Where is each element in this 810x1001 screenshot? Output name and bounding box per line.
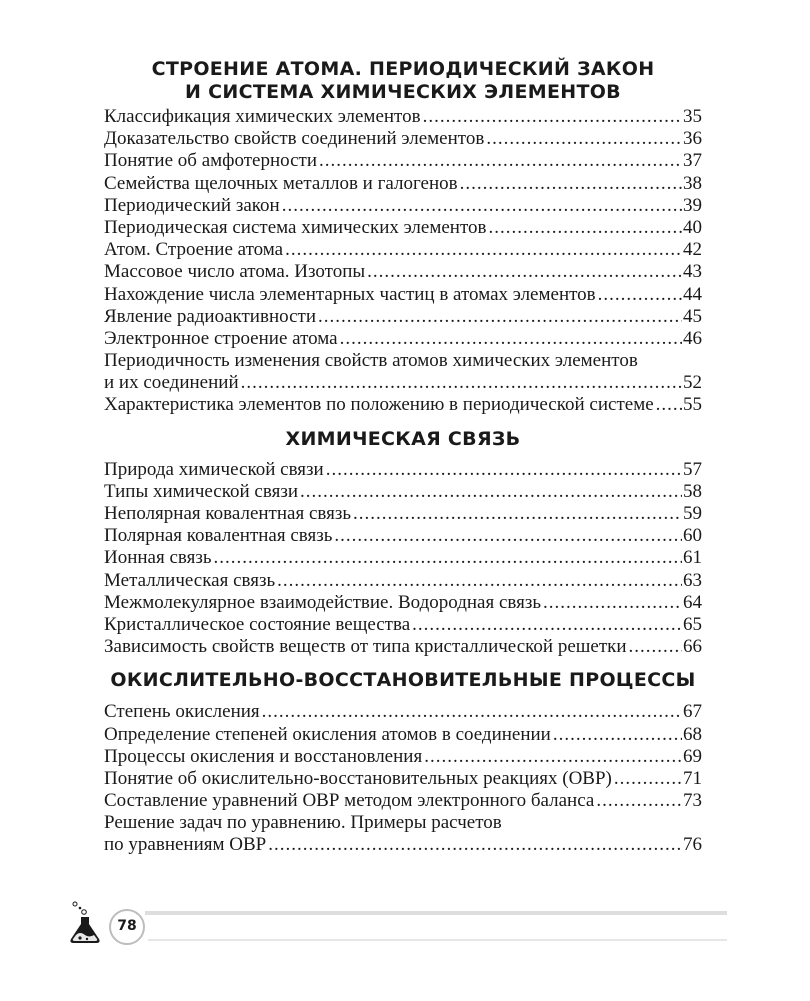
toc-list <box>104 701 702 856</box>
toc-page-number: 71 <box>683 767 702 789</box>
section-title <box>104 428 702 451</box>
section-chemical-bond <box>104 428 702 659</box>
toc-page-number: 76 <box>683 834 702 856</box>
toc-page-number: 65 <box>683 613 702 635</box>
toc-entry[interactable] <box>104 481 702 503</box>
toc-entry-title: Зависимость свойств веществ от типа кристаллической решетки <box>104 636 627 658</box>
toc-page-number: 61 <box>683 547 702 569</box>
toc-entry-title: Природа химической связи <box>104 458 324 480</box>
dot-leader <box>489 217 683 239</box>
toc-entry-title: по уравнениям ОВР <box>104 834 267 856</box>
toc-page-number: 68 <box>683 723 702 745</box>
section-title-line: ХИМИЧЕСКАЯ СВЯЗЬ <box>285 427 521 450</box>
toc-entry-title: Степень окисления <box>104 701 260 723</box>
toc-entry-title: Доказательство свойств соединений элементов <box>104 128 485 150</box>
toc-page-number: 46 <box>683 327 702 349</box>
toc-entry[interactable] <box>104 328 702 350</box>
toc-entry[interactable] <box>104 459 702 481</box>
toc-entry-title: Семейства щелочных металлов и галогенов <box>104 172 458 194</box>
toc-entry-title-line1: Периодичность изменения свойств атомов химических элементов <box>104 350 638 372</box>
toc-entry-title: Процессы окисления и восстановления <box>104 745 423 767</box>
toc-page-number: 67 <box>683 701 702 723</box>
toc-entry-title: Периодическая система химических элементов <box>104 216 487 238</box>
dot-leader <box>340 328 682 350</box>
dot-leader <box>262 701 682 723</box>
toc-entry[interactable] <box>104 284 702 306</box>
dot-leader <box>214 547 682 569</box>
toc-page-number: 69 <box>683 745 702 767</box>
toc-page-number: 43 <box>683 261 702 283</box>
dot-leader <box>596 790 682 812</box>
dot-leader <box>241 372 682 394</box>
dot-leader <box>543 592 682 614</box>
section-title <box>104 669 702 692</box>
toc-page-number: 58 <box>683 480 702 502</box>
toc-entry[interactable] <box>104 570 702 592</box>
toc-page-number: 63 <box>683 569 702 591</box>
section-redox-processes <box>104 669 702 856</box>
footer-rule <box>148 939 727 941</box>
dot-leader <box>319 150 682 172</box>
toc-entry-title: Классификация химических элементов <box>104 106 421 127</box>
toc-entry-title-line1: Решение задач по уравнению. Примеры расчетов <box>104 812 502 834</box>
dot-leader <box>300 481 682 503</box>
toc-entry-title: Нахождение числа элементарных частиц в атомах элементов <box>104 283 596 305</box>
dot-leader <box>367 261 682 283</box>
toc-entry-title: Электронное строение атома <box>104 327 338 349</box>
dot-leader <box>598 284 682 306</box>
dot-leader <box>486 128 682 150</box>
toc-page-number: 35 <box>683 106 702 127</box>
dot-leader <box>656 394 682 416</box>
dot-leader <box>629 636 682 658</box>
toc-entry-title: Кристаллическое состояние вещества <box>104 613 411 635</box>
toc-entry[interactable] <box>104 195 702 217</box>
toc-entry-title: Составление уравнений ОВР методом электронного баланса <box>104 790 595 812</box>
toc-entry-title: Типы химической связи <box>104 480 298 502</box>
toc-entry[interactable] <box>104 724 702 746</box>
toc-entry[interactable] <box>104 768 702 790</box>
toc-entry[interactable] <box>104 525 702 547</box>
toc-page-number: 37 <box>683 150 702 172</box>
toc-page-number: 52 <box>683 372 702 394</box>
toc-entry-title: Явление радиоактивности <box>104 305 316 327</box>
toc-entry[interactable] <box>104 261 702 283</box>
toc-entry[interactable] <box>104 701 702 723</box>
toc-entry[interactable] <box>104 239 702 261</box>
toc-page-number: 66 <box>683 636 702 658</box>
toc-entry-title: Неполярная ковалентная связь <box>104 503 352 524</box>
dot-leader <box>460 173 682 195</box>
flask-icon <box>66 900 110 946</box>
toc-entry-title: Периодический закон <box>104 194 280 216</box>
dot-leader <box>285 239 682 261</box>
toc-entry-title: Металлическая связь <box>104 569 276 591</box>
toc-entry[interactable] <box>104 790 702 812</box>
toc-page-number: 59 <box>683 503 702 524</box>
toc-entry-title: Понятие об окислительно-восстановительных реакциях (ОВР) <box>104 767 612 789</box>
toc-entry[interactable] <box>104 614 702 636</box>
toc-entry[interactable] <box>104 173 702 195</box>
dot-leader <box>334 525 682 547</box>
dot-leader <box>353 503 682 525</box>
toc-page-number: 55 <box>683 394 702 416</box>
toc-entry-title: Межмолекулярное взаимодействие. Водородная связь <box>104 591 542 613</box>
dot-leader <box>423 106 682 128</box>
toc-entry[interactable] <box>104 128 702 150</box>
toc-list <box>104 106 702 417</box>
section-title-line: И СИСТЕМА ХИМИЧЕСКИХ ЭЛЕМЕНТОВ <box>185 81 621 103</box>
dot-leader <box>326 459 682 481</box>
dot-leader <box>282 195 682 217</box>
toc-page-number: 73 <box>683 790 702 812</box>
toc-page-number: 44 <box>683 283 702 305</box>
toc-page-number: 45 <box>683 305 702 327</box>
dot-leader <box>614 768 682 790</box>
toc-entry[interactable] <box>104 547 702 569</box>
toc-entry-title: Понятие об амфотерности <box>104 150 317 172</box>
dot-leader <box>268 834 682 856</box>
page-number-badge: 78 <box>109 909 145 945</box>
dot-leader <box>277 570 682 592</box>
toc-entry-title: Массовое число атома. Изотопы <box>104 261 366 283</box>
toc-entry-title: Характеристика элементов по положению в периодической системе <box>104 394 654 416</box>
toc-page-number: 57 <box>683 458 702 480</box>
toc-list <box>104 459 702 659</box>
toc-entry-title: Полярная ковалентная связь <box>104 525 333 547</box>
dot-leader <box>412 614 682 636</box>
toc-entry[interactable] <box>104 217 702 239</box>
toc-entry[interactable] <box>104 106 702 128</box>
section-title <box>104 58 702 104</box>
dot-leader <box>553 724 682 746</box>
toc-entry-multiline[interactable] <box>104 812 702 856</box>
toc-entry[interactable] <box>104 394 702 416</box>
toc-page-number: 36 <box>683 128 702 150</box>
toc-entry[interactable] <box>104 636 702 658</box>
section-atom-structure <box>104 58 702 417</box>
toc-page-number: 60 <box>683 525 702 547</box>
section-title-line: ОКИСЛИТЕЛЬНО-ВОССТАНОВИТЕЛЬНЫЕ ПРОЦЕССЫ <box>110 669 696 692</box>
footer-rule <box>145 911 727 915</box>
table-of-contents <box>104 58 702 857</box>
dot-leader <box>318 306 682 328</box>
toc-entry-multiline[interactable] <box>104 350 702 394</box>
toc-page-number: 42 <box>683 239 702 261</box>
toc-page-number: 38 <box>683 172 702 194</box>
toc-entry-title: и их соединений <box>104 372 239 394</box>
toc-page-number: 39 <box>683 194 702 216</box>
toc-entry[interactable] <box>104 503 702 525</box>
section-title-line: СТРОЕНИЕ АТОМА. ПЕРИОДИЧЕСКИЙ ЗАКОН <box>151 58 655 80</box>
toc-entry-title: Определение степеней окисления атомов в соединении <box>104 723 551 745</box>
toc-entry-title: Атом. Строение атома <box>104 239 284 261</box>
toc-entry[interactable] <box>104 746 702 768</box>
toc-entry[interactable] <box>104 150 702 172</box>
dot-leader <box>424 746 682 768</box>
toc-page-number: 64 <box>683 591 702 613</box>
toc-page-number: 40 <box>683 216 702 238</box>
toc-entry[interactable] <box>104 592 702 614</box>
toc-entry-title: Ионная связь <box>104 547 212 569</box>
toc-entry[interactable] <box>104 306 702 328</box>
